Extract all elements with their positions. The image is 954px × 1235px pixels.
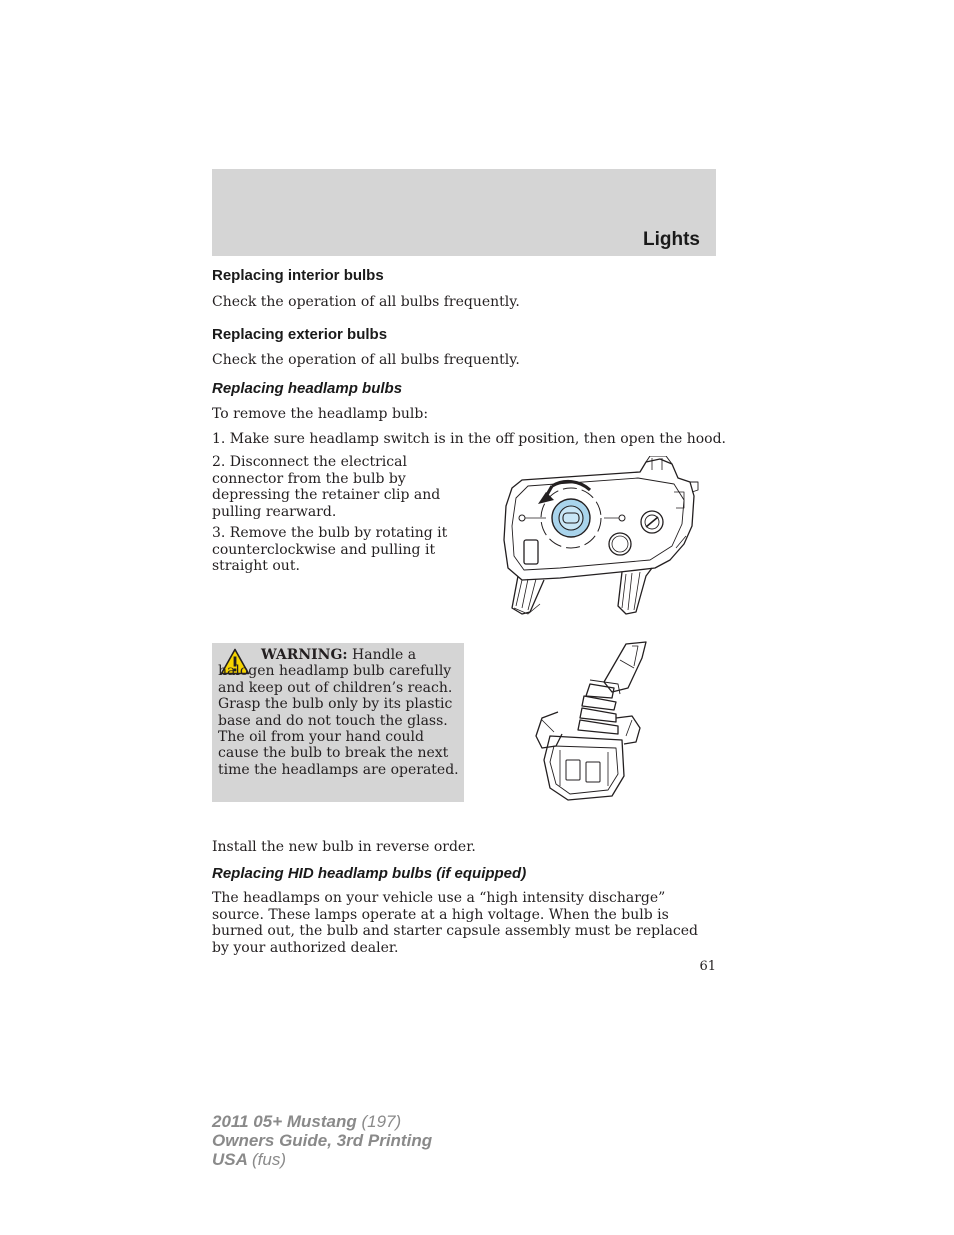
- heading-headlamp-bulbs: Replacing headlamp bulbs: [212, 380, 403, 397]
- headlamp-step-1: 1. Make sure headlamp switch is in the off position, then open the hood.: [212, 431, 727, 447]
- exterior-bulbs-text: Check the operation of all bulbs frequently.: [212, 352, 520, 368]
- footer-line-1: [212, 1112, 432, 1131]
- interior-bulbs-text: Check the operation of all bulbs frequently.: [212, 294, 520, 310]
- heading-hid-bulbs: Replacing HID headlamp bulbs (if equipped): [212, 865, 527, 882]
- footer-line-3: [212, 1150, 432, 1169]
- headlamp-intro: To remove the headlamp bulb:: [212, 406, 429, 422]
- footer-model: 2011 05+ Mustang: [212, 1112, 357, 1131]
- warning-label: WARNING:: [261, 647, 348, 663]
- warning-text: [218, 647, 460, 778]
- section-title: Lights: [643, 229, 700, 250]
- counterclockwise-arrow-icon: [538, 492, 554, 504]
- install-text: Install the new bulb in reverse order.: [212, 839, 476, 855]
- footer-market: USA: [212, 1150, 248, 1169]
- headlamp-housing-illustration: [500, 456, 705, 619]
- halogen-bulb-illustration: [528, 636, 656, 806]
- headlamp-step-3: 3. Remove the bulb by rotating it counterclockwise and pulling it straight out.: [212, 525, 448, 574]
- hid-text: The headlamps on your vehicle use a “high intensity discharge” source. These lamps operate at a high voltage. When the bulb is burned out, the bulb and starter capsule assembly must be replaced by your authorized dealer.: [212, 890, 699, 956]
- warning-box: [212, 643, 464, 802]
- section-header-band: [212, 169, 716, 256]
- footer-model-code: (197): [361, 1112, 402, 1131]
- footer-line-2: Owners Guide, 3rd Printing: [212, 1131, 433, 1150]
- headlamp-step-2: 2. Disconnect the electrical connector from the bulb by depressing the retainer clip and pulling rearward.: [212, 454, 441, 520]
- warning-body: Handle a halogen headlamp bulb carefully and keep out of children’s reach. Grasp the bulb only by its plastic base and do not touch the glass. The oil from your hand could cause the bulb to break the next time the headlamps are operated.: [218, 647, 459, 778]
- heading-interior-bulbs: Replacing interior bulbs: [212, 267, 384, 284]
- heading-exterior-bulbs: Replacing exterior bulbs: [212, 326, 388, 343]
- footer-market-code: (fus): [252, 1150, 286, 1169]
- page-number: 61: [699, 959, 716, 974]
- footer: [212, 1112, 432, 1169]
